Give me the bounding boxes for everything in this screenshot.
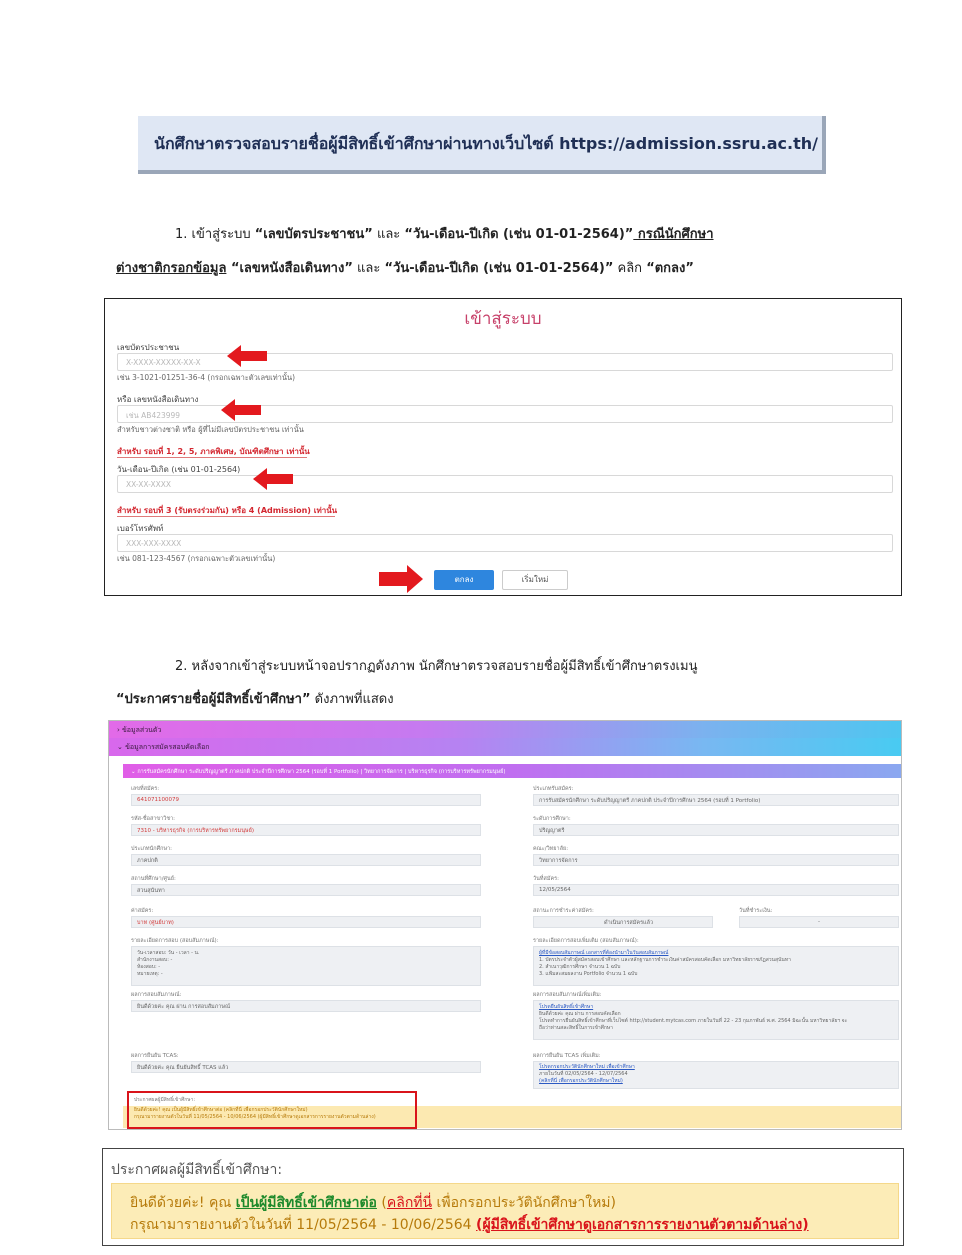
type-value: การรับสมัครนักศึกษา ระดับปริญญาตรี ภาคปกติ ประจำปีการศึกษา 2564 (รอบที่ 1 Portfolio) bbox=[539, 798, 761, 804]
pay-date-label: วันที่ชำระเงิน: bbox=[739, 908, 773, 914]
interview-result-label: ผลการสอบสัมภาษณ์: bbox=[131, 992, 182, 998]
phone-label: เบอร์โทรศัพท์ bbox=[117, 524, 164, 533]
faculty-field bbox=[533, 854, 899, 866]
program-bar-label: ⌄ การรับสมัครนักศึกษา ระดับปริญญาตรี ภาคปกติ ประจำปีการศึกษา 2564 (รอบที่ 1 Portfolio) | วิทยาการจัดการ | บริหารธุรกิจ (การบริหารทรัพยากรมนุษย์) bbox=[131, 769, 506, 775]
interview-result-field bbox=[131, 1000, 481, 1012]
red-arrow-icon bbox=[221, 399, 261, 421]
center-label: สถานที่ศึกษา/ศูนย์: bbox=[131, 876, 176, 882]
passport-hint: สำหรับชาวต่างชาติ หรือ ผู้ที่ไม่มีเลขบัตรประชาชน เท่านั้น bbox=[117, 425, 304, 434]
step1-line1 bbox=[175, 223, 714, 244]
step1-ok: “ตกลง” bbox=[646, 261, 694, 276]
step2-menu-name: “ประกาศรายชื่อผู้มีสิทธิ์เข้าศึกษา” bbox=[116, 692, 311, 707]
faculty-label: คณะ/วิทยาลัย: bbox=[533, 846, 569, 852]
exam-line: สำนักงานสอบ: - bbox=[137, 957, 173, 963]
reset-button[interactable]: เริ่มใหม่ bbox=[502, 570, 568, 590]
extra-detail-label: รายละเอียดการสอบเพิ่มเติม (สอบสัมภาษณ์): bbox=[533, 938, 639, 944]
login-form-screenshot bbox=[104, 298, 902, 596]
passport-label: หรือ เลขหนังสือเดินทาง bbox=[117, 395, 199, 404]
phone-hint: เช่น 081-123-4567 (กรอกเฉพาะตัวเลขเท่านั้น) bbox=[117, 554, 276, 563]
tcas-extra-line[interactable]: โปรดกรอกประวัตินักศึกษาใหม่ เพื่อเข้าศึกษา bbox=[539, 1064, 635, 1070]
report-docs-link[interactable]: (ผู้มีสิทธิ์เข้าศึกษาดูเอกสารการรายงานตัวตามด้านล่าง) bbox=[476, 1217, 809, 1233]
interview-extra-line[interactable]: โปรดยืนยันสิทธิ์เข้าศึกษา bbox=[539, 1004, 594, 1010]
pay-status-field bbox=[533, 916, 713, 928]
step1-dob-2: “วัน-เดือน-ปีเกิด (เช่น 01-01-2564)” bbox=[384, 261, 614, 276]
exam-detail-label: รายละเอียดการสอบ (สอบสัมภาษณ์): bbox=[131, 938, 219, 944]
interview-extra-label: ผลการสอบสัมภาษณ์เพิ่มเติม: bbox=[533, 992, 602, 998]
zoom-text: เพื่อกรอกประวัตินักศึกษาใหม่) bbox=[432, 1195, 616, 1211]
zoom-text: ( bbox=[376, 1195, 387, 1211]
step2-line1: 2. หลังจากเข้าสู่ระบบหน้าจอปรากฏดังภาพ นักศึกษาตรวจสอบรายชื่อผู้มีสิทธิ์เข้าศึกษาตรงเมนู bbox=[175, 659, 698, 674]
major-field bbox=[131, 824, 481, 836]
id-card-label: เลขบัตรประชาชน bbox=[117, 343, 180, 352]
tcas-extra-line: ภายในวันที่ 02/05/2564 - 12/07/2564 bbox=[539, 1071, 628, 1077]
tcas-extra-box bbox=[533, 1061, 899, 1089]
program-bar[interactable] bbox=[123, 764, 902, 778]
apply-date-value: 12/05/2564 bbox=[539, 887, 571, 893]
app-no-value: 641071100079 bbox=[137, 797, 179, 803]
pay-date-value: - bbox=[818, 919, 820, 925]
step1-text: 1. เข้าสู่ระบบ bbox=[175, 227, 255, 242]
pay-status-value: ดำเนินการสมัครแล้ว bbox=[604, 920, 654, 926]
level-label: ระดับการศึกษา: bbox=[533, 816, 571, 822]
id-card-hint: เช่น 3-1021-01251-36-4 (กรอกเฉพาะตัวเลขเท่านั้น) bbox=[117, 373, 296, 382]
step1-id-card: “เลขบัตรประชาชน” bbox=[254, 227, 373, 242]
center-field bbox=[131, 884, 481, 896]
step2-line2 bbox=[116, 688, 394, 709]
major-label: รหัส-ชื่อสาขาวิชา: bbox=[131, 816, 176, 822]
dob-placeholder: XX-XX-XXXX bbox=[126, 480, 172, 489]
extra-line: 1. บัตรประจำตัวผู้สมัครสอบเข้าศึกษา และหลักฐานการชำระเงินค่าสมัครสอบคัดเลือก มหาวิทยาลัยราชภัฏสวนสุนันทา bbox=[539, 957, 791, 963]
student-type-field bbox=[131, 854, 481, 866]
interview-extra-line: ถือว่าท่านสละสิทธิ์ในการเข้าศึกษา bbox=[539, 1025, 613, 1031]
app-no-label: เลขที่สมัคร: bbox=[131, 786, 160, 792]
round-note-1: สำหรับ รอบที่ 1, 2, 5, ภาคพิเศษ, บัณฑิตศึกษา เท่านั้น bbox=[117, 447, 310, 456]
ok-button[interactable]: ตกลง bbox=[434, 570, 494, 590]
step1-foreign-note: กรณีนักศึกษา bbox=[633, 227, 714, 242]
zoom-band bbox=[111, 1183, 899, 1239]
announcement-zoom bbox=[102, 1148, 904, 1246]
student-type-value: ภาคปกติ bbox=[137, 858, 158, 864]
red-arrow-icon bbox=[227, 345, 267, 367]
exam-line: หมายเหตุ: - bbox=[137, 971, 163, 977]
zoom-line2 bbox=[130, 1214, 809, 1236]
tcas-extra-line[interactable]: (คลิกที่นี่ เพื่อกรอกประวัตินักศึกษาใหม่) bbox=[539, 1078, 623, 1084]
extra-line: ผู้ที่มีข้อสอบสัมภาษณ์ เอกสารที่ต้องนำมาในวันสอบสัมภาษณ์ bbox=[539, 950, 669, 956]
menu-apply-label: ⌄ ข้อมูลการสมัครสอบคัดเลือก bbox=[117, 743, 210, 751]
interview-extra-box bbox=[533, 1000, 899, 1040]
level-value: ปริญญาตรี bbox=[539, 828, 565, 834]
tcas-extra-label: ผลการยืนยัน TCAS เพิ่มเติม: bbox=[533, 1053, 601, 1059]
passport-placeholder: เช่น AB423999 bbox=[126, 411, 181, 420]
announce-line1[interactable]: ยินดีด้วยค่ะ! คุณ เป็นผู้มีสิทธิ์เข้าศึกษาต่อ (คลิกที่นี่ เพื่อกรอกประวัตินักศึกษาใหม่) bbox=[134, 1107, 308, 1113]
tcas-label: ผลการยืนยัน TCAS: bbox=[131, 1053, 179, 1059]
zoom-text: กรุณามารายงานตัวในวันที่ 11/05/2564 - 10/06/2564 bbox=[130, 1217, 477, 1233]
exam-detail-box bbox=[131, 946, 481, 986]
menu-application-info[interactable] bbox=[109, 738, 902, 756]
announcement-highlight bbox=[127, 1091, 417, 1129]
extra-detail-box bbox=[533, 946, 899, 986]
center-value: สวนสุนันทา bbox=[137, 888, 165, 894]
tcas-value: ยินดีด้วยค่ะ คุณ ยืนยันสิทธิ์ TCAS แล้ว bbox=[137, 1065, 229, 1071]
student-type-label: ประเภทนักศึกษา: bbox=[131, 846, 173, 852]
menu-personal-label: › ข้อมูลส่วนตัว bbox=[117, 726, 162, 734]
app-no-field bbox=[131, 794, 481, 806]
phone-placeholder: XXX-XXX-XXXX bbox=[126, 539, 182, 548]
interview-extra-line: โปรดทำการยืนยันสิทธิ์เข้าศึกษาที่เว็บไซต์ http://student.mytcas.com ภายในวันที่ 22 - 23 กุมภาพันธ์ พ.ศ. 2564 มิฉะนั้น มหาวิทยาลัยฯ จะ bbox=[539, 1018, 848, 1024]
dob-label: วัน-เดือน-ปีเกิด (เช่น 01-01-2564) bbox=[117, 465, 241, 474]
round-note-2-underline bbox=[117, 516, 335, 517]
click-here-link[interactable]: คลิกที่นี่ bbox=[386, 1195, 433, 1211]
zoom-line1 bbox=[130, 1192, 616, 1214]
id-card-placeholder: X-XXXX-XXXXX-XX-X bbox=[126, 358, 201, 367]
pay-date-field bbox=[739, 916, 899, 928]
apply-date-label: วันที่สมัคร: bbox=[533, 876, 559, 882]
interview-result-value: ยินดีด้วยค่ะ คุณ ผ่าน การสอบสัมภาษณ์ bbox=[137, 1004, 231, 1010]
type-field bbox=[533, 794, 899, 806]
announce-line2: กรุณามารายงานตัวในวันที่ 11/05/2564 - 10/06/2564 (ผู้มีสิทธิ์เข้าศึกษาดูเอกสารการรายงานตัวตามด้านล่าง) bbox=[134, 1114, 376, 1120]
type-label: ประเภทรับสมัคร: bbox=[533, 786, 574, 792]
eligible-status: เป็นผู้มีสิทธิ์เข้าศึกษาต่อ bbox=[235, 1195, 377, 1211]
zoom-label: ประกาศผลผู้มีสิทธิ์เข้าศึกษา: bbox=[111, 1162, 283, 1178]
extra-line: 2. สำเนาวุฒิการศึกษา จำนวน 1 ฉบับ bbox=[539, 964, 621, 970]
step1-text: และ bbox=[372, 227, 405, 242]
red-arrow-icon bbox=[253, 468, 293, 490]
step1-foreign-note-2: ต่างชาติกรอกข้อมูล bbox=[116, 261, 227, 276]
exam-line: ห้องสอบ: - bbox=[137, 964, 161, 970]
red-arrow-right-icon bbox=[379, 565, 423, 593]
faculty-value: วิทยาการจัดการ bbox=[539, 858, 578, 864]
step1-dob: “วัน-เดือน-ปีเกิด (เช่น 01-01-2564)” bbox=[404, 227, 634, 242]
extra-line: 3. แฟ้มสะสมผลงาน Portfolio จำนวน 1 ฉบับ bbox=[539, 971, 638, 977]
step2-text: ดังภาพที่แสดง bbox=[310, 692, 394, 707]
interview-extra-line: ยินดีด้วยค่ะ คุณ ผ่าน การสอบคัดเลือก bbox=[539, 1011, 621, 1017]
menu-personal-info[interactable] bbox=[109, 721, 902, 738]
round-note-1-underline bbox=[117, 457, 307, 458]
zoom-text: ยินดีด้วยค่ะ! คุณ bbox=[130, 1195, 236, 1211]
document-title: นักศึกษาตรวจสอบรายชื่อผู้มีสิทธิ์เข้าศึกษาผ่านทางเว็บไซต์ https://admission.ssru.ac.th/ bbox=[154, 134, 818, 153]
exam-line: วัน-เวลาสอบ: วัน - เวลา - น. bbox=[137, 950, 200, 956]
fee-value: บาท (ศูนย์บาท) bbox=[137, 920, 174, 926]
step1-passport: “เลขหนังสือเดินทาง” bbox=[226, 261, 353, 276]
document-title-box bbox=[138, 116, 826, 174]
round-note-2: สำหรับ รอบที่ 3 (รับตรงร่วมกัน) หรือ 4 (Admission) เท่านั้น bbox=[117, 506, 338, 515]
phone-input[interactable] bbox=[117, 534, 893, 552]
announce-label: ประกาศผลผู้มีสิทธิ์เข้าศึกษา: bbox=[134, 1097, 196, 1103]
step1-text: และ bbox=[352, 261, 385, 276]
apply-date-field bbox=[533, 884, 899, 896]
level-field bbox=[533, 824, 899, 836]
pay-status-label: สถานะการชำระค่าสมัคร: bbox=[533, 908, 594, 914]
step1-line2 bbox=[116, 257, 694, 278]
step1-text: คลิก bbox=[613, 261, 647, 276]
tcas-field bbox=[131, 1061, 481, 1073]
login-title: เข้าสู่ระบบ bbox=[464, 309, 542, 329]
major-value: 7310 - บริหารธุรกิจ (การบริหารทรัพยากรมนุษย์) bbox=[137, 828, 255, 834]
dashboard-screenshot bbox=[108, 720, 902, 1130]
fee-field bbox=[131, 916, 481, 928]
fee-label: ค่าสมัคร: bbox=[131, 908, 154, 914]
dob-input[interactable] bbox=[117, 475, 893, 493]
